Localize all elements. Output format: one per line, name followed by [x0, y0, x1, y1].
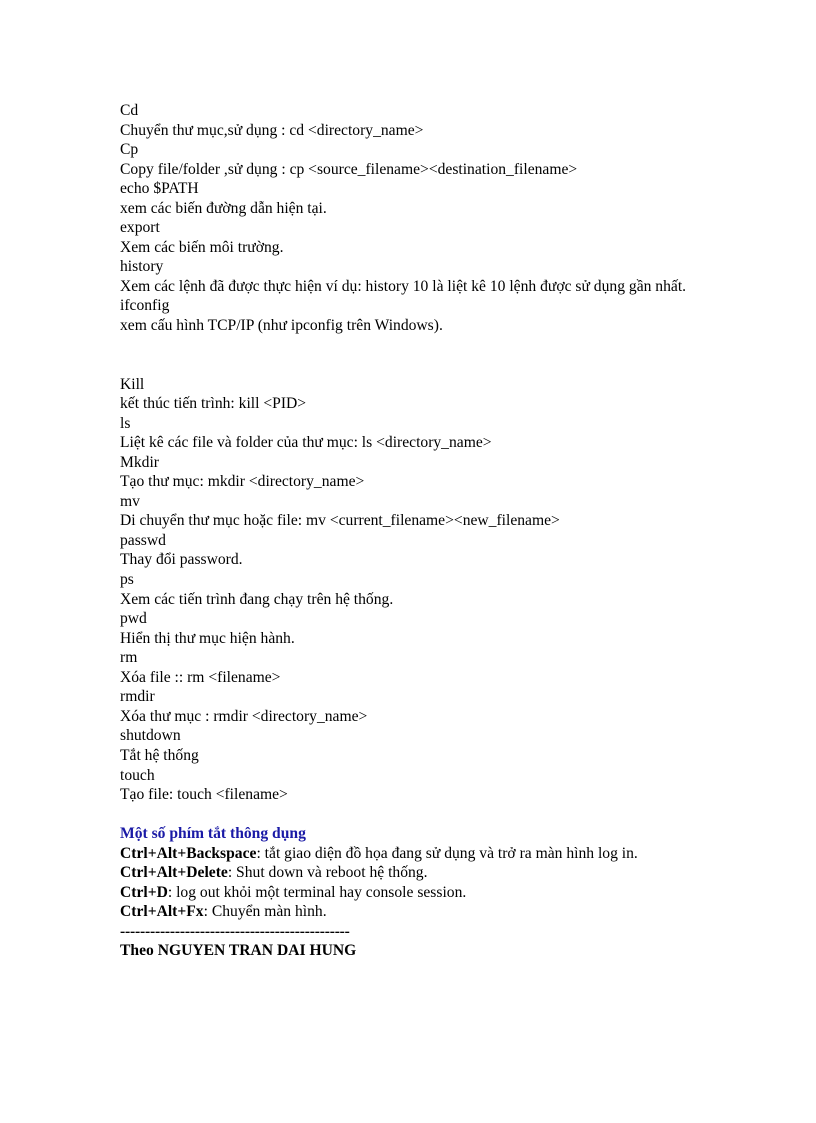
command-list-part1 [120, 101, 690, 336]
command-name: echo $PATH [120, 180, 199, 198]
command-description: Tạo file: touch <filename> [120, 786, 288, 804]
command-name: Kill [120, 375, 145, 393]
author-credit: Theo NGUYEN TRAN DAI HUNG [120, 942, 357, 960]
command-list-part2 [120, 375, 690, 805]
shortcut-description: : Shut down và reboot hệ thống. [227, 864, 428, 882]
command-description: Hiển thị thư mục hiện hành. [120, 629, 295, 647]
command-description: Tắt hệ thống [120, 746, 199, 764]
shortcut-keys: Ctrl+D [120, 883, 168, 901]
command-description: Di chuyển thư mục hoặc file: mv <current_filename><new_filename> [120, 512, 560, 530]
shortcut-item [120, 844, 690, 864]
document-page [120, 101, 690, 961]
shortcut-keys: Ctrl+Alt+Fx [120, 903, 204, 921]
command-name: touch [120, 766, 155, 784]
command-name: pwd [120, 610, 147, 628]
command-description: Xóa thư mục : rmdir <directory_name> [120, 707, 368, 725]
command-description: kết thúc tiến trình: kill <PID> [120, 395, 307, 413]
command-name: export [120, 219, 160, 237]
command-description: Xóa file :: rm <filename> [120, 668, 281, 686]
shortcut-item [120, 863, 690, 883]
command-name: passwd [120, 531, 166, 549]
spacer [120, 805, 690, 825]
command-description: xem cấu hình TCP/IP (như ipconfig trên Windows). [120, 317, 443, 335]
command-name: ls [120, 414, 131, 432]
shortcuts-section [120, 824, 690, 922]
command-name: shutdown [120, 727, 181, 745]
shortcut-description: : log out khỏi một terminal hay console session. [167, 883, 467, 901]
divider-rule: ---------------------------------------------- [120, 922, 350, 940]
command-name: Mkdir [120, 453, 159, 471]
command-name: Cp [120, 141, 139, 159]
shortcut-item [120, 902, 690, 922]
command-description: Liệt kê các file và folder của thư mục: ls <directory_name> [120, 434, 492, 452]
shortcut-item [120, 883, 690, 903]
shortcuts-heading: Một số phím tắt thông dụng [120, 825, 306, 843]
command-name: ifconfig [120, 297, 170, 315]
command-description: Copy file/folder ,sử dụng : cp <source_filename><destination_filename> [120, 160, 578, 178]
command-name: rm [120, 649, 138, 667]
command-name: ps [120, 571, 134, 589]
command-name: mv [120, 492, 140, 510]
command-description: Tạo thư mục: mkdir <directory_name> [120, 473, 365, 491]
command-name: Cd [120, 102, 139, 119]
command-description: Xem các lệnh đã được thực hiện ví dụ: history 10 là liệt kê 10 lệnh được sử dụng gần nhất. [120, 277, 687, 295]
command-description: Xem các tiến trình đang chạy trên hệ thống. [120, 590, 394, 608]
shortcut-description: : Chuyển màn hình. [203, 903, 327, 921]
command-name: rmdir [120, 688, 155, 706]
shortcut-description: : tắt giao diện đồ họa đang sử dụng và trở ra màn hình log in. [256, 844, 638, 862]
command-description: Chuyển thư mục,sử dụng : cd <directory_name> [120, 121, 424, 139]
command-name: history [120, 258, 164, 276]
command-description: xem các biến đường dẫn hiện tại. [120, 199, 327, 217]
spacer [120, 336, 690, 375]
shortcut-keys: Ctrl+Alt+Delete [120, 864, 228, 882]
command-description: Thay đổi password. [120, 551, 243, 569]
command-description: Xem các biến môi trường. [120, 238, 284, 256]
shortcut-keys: Ctrl+Alt+Backspace [120, 844, 257, 862]
